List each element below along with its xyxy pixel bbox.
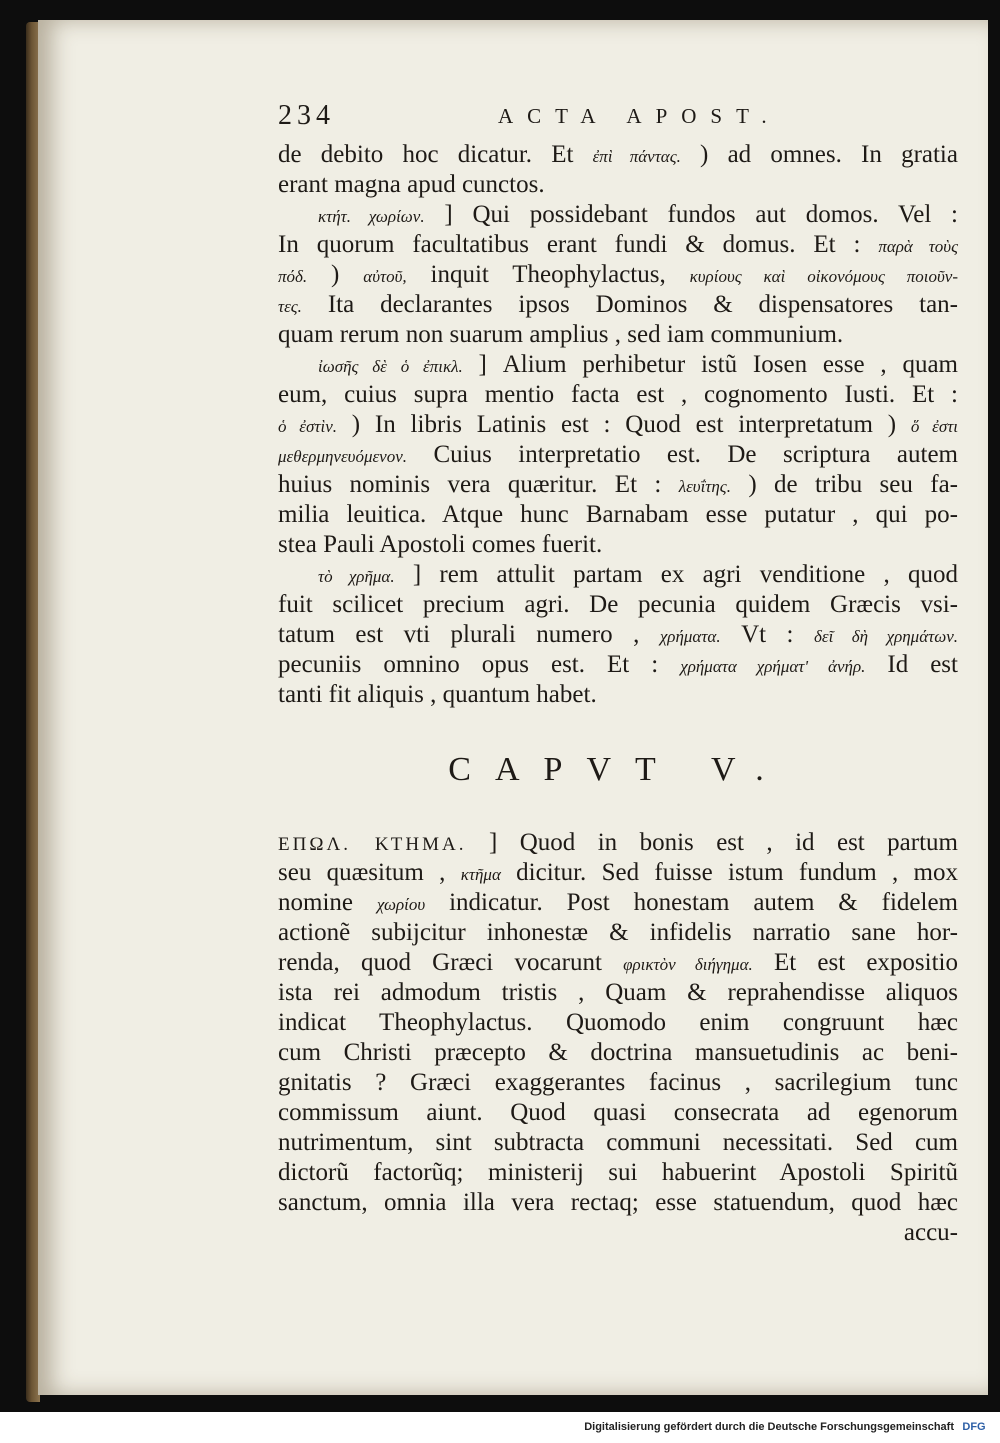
latin-text: ] Qui possidebant fundos aut domos. Vel : (424, 201, 958, 228)
text-line (278, 350, 958, 380)
dfg-logo: DFG (962, 1421, 986, 1433)
text-line (278, 590, 958, 620)
latin-text: Et est expositio (752, 949, 958, 976)
text-line (278, 320, 958, 350)
latin-text: ] rem attulit partam ex agri venditione , quod (394, 561, 958, 588)
page-header (278, 96, 958, 140)
latin-text: stea Pauli Apostoli comes fuerit. (278, 531, 603, 558)
text-line (278, 380, 958, 410)
latin-text: ista rei admodum tristis , Quam & reprahendisse aliquos (278, 979, 958, 1006)
text-line (278, 200, 958, 230)
book-page (38, 20, 988, 1395)
greek-phrase: πόδ. (278, 267, 308, 286)
latin-text: dictorũ factorũq; ministerij sui habuerint Apostoli Spiritũ (278, 1159, 958, 1186)
latin-text: dicitur. Sed fuisse istum fundum , mox (500, 859, 958, 886)
latin-text: de debito hoc dicatur. Et (278, 141, 593, 168)
latin-text: indicat Theophylactus. Quomodo enim congruunt hæc (278, 1009, 958, 1036)
latin-text: inquit Theophylactus, (406, 261, 690, 288)
latin-text: commissum aiunt. Quod quasi consecrata ad egenorum (278, 1099, 958, 1126)
greek-phrase: ἰωσῆς δὲ ὁ ἐπικλ. (318, 357, 463, 376)
latin-text: sanctum, omnia illa vera rectaq; esse statuendum, quod hæc (278, 1189, 958, 1216)
greek-phrase: ΕΠΩΛ. ΚΤΗΜΑ. (278, 834, 467, 855)
page-number: 234 (278, 100, 335, 131)
greek-phrase: αὐτοῦ, (363, 267, 407, 286)
greek-phrase: χρήματα χρήματ' ἀνήρ. (680, 657, 866, 676)
text-line (278, 1038, 958, 1068)
digitization-footer (0, 1412, 1000, 1443)
text-line (278, 500, 958, 530)
latin-text: tanti fit aliquis , quantum habet. (278, 681, 597, 708)
text-line (278, 1098, 958, 1128)
greek-phrase: λευΐτης. (678, 477, 731, 496)
text-line (278, 290, 958, 320)
latin-text: Cuius interpretatio est. De scriptura autem (407, 441, 958, 468)
latin-text: Vt : (720, 621, 814, 648)
footer-credit: Digitalisierung gefördert durch die Deutsche Forschungsgemeinschaft (584, 1421, 954, 1433)
latin-text: pecuniis omnino opus est. Et : (278, 651, 681, 678)
greek-phrase: τὸ χρῆμα. (318, 567, 395, 586)
greek-phrase: παρὰ τοὺς (878, 237, 958, 256)
text-line (278, 620, 958, 650)
latin-text: ) (307, 261, 364, 288)
latin-text: fuit scilicet precium agri. De pecunia quidem Græcis vsi- (278, 591, 958, 618)
text-line (278, 230, 958, 260)
text-line (278, 530, 958, 560)
latin-text: seu quæsitum , (278, 859, 461, 886)
text-line (278, 948, 958, 978)
text-line (278, 1158, 958, 1188)
latin-text: ) de tribu seu fa- (730, 471, 958, 498)
text-line (278, 560, 958, 590)
text-line (278, 888, 958, 918)
running-title: ACTA APOST. (498, 104, 781, 128)
greek-phrase: ἐπὶ πάντας. (592, 147, 681, 166)
greek-phrase: δεῖ δὴ χρημάτων. (813, 627, 958, 646)
greek-phrase: χωρίου (376, 895, 426, 914)
greek-phrase: κτῆμα (460, 865, 501, 884)
greek-phrase: ὅ ἐστι (910, 417, 959, 436)
latin-text: Ita declarantes ipsos Dominos & dispensatores tan- (301, 291, 958, 318)
text-line (278, 170, 958, 200)
latin-text: cum Christi præcepto & doctrina mansuetudinis ac beni- (278, 1039, 958, 1066)
latin-text: quam rerum non suarum amplius , sed iam communium. (278, 321, 844, 348)
latin-text: ) ad omnes. In gratia (680, 141, 958, 168)
text-line (278, 828, 958, 858)
chapter-heading: CAPVT V. (448, 751, 788, 788)
page-text-block (278, 96, 958, 1248)
greek-phrase: κτήτ. χωρίων. (318, 207, 425, 226)
text-line (278, 440, 958, 470)
latin-text: huius nominis vera quæritur. Et : (278, 471, 679, 498)
latin-text: eum, cuius supra mentio facta est , cognomento Iusti. Et : (278, 381, 958, 408)
text-line (278, 918, 958, 948)
greek-phrase: φρικτὸν διήγημα. (623, 955, 753, 974)
latin-text: nomine (278, 889, 377, 916)
text-line (278, 140, 958, 170)
text-line (278, 680, 958, 710)
latin-text: indicatur. Post honestam autem & fidelem (425, 889, 958, 916)
greek-phrase: κυρίους καὶ οἰκονόμους ποιοῦν- (689, 267, 958, 286)
text-line (278, 978, 958, 1008)
text-line (278, 1068, 958, 1098)
greek-phrase: χρήματα. (659, 627, 721, 646)
latin-text: In quorum facultatibus erant fundi & domus. Et : (278, 231, 879, 258)
catchword: accu- (903, 1219, 958, 1246)
text-line (278, 470, 958, 500)
text-line (278, 1008, 958, 1038)
text-line (278, 1188, 958, 1218)
latin-text: milia leuitica. Atque hunc Barnabam esse putatur , qui po- (278, 501, 958, 528)
text-line (278, 858, 958, 888)
text-line (278, 260, 958, 290)
text-section-2 (278, 828, 958, 1218)
latin-text: ] Alium perhibetur istũ Iosen esse , quam (462, 351, 958, 378)
text-line (278, 650, 958, 680)
latin-text: ) In libris Latinis est : Quod est interpretatum ) (337, 411, 911, 438)
text-line (278, 1128, 958, 1158)
latin-text: actionẽ subijcitur inhonestæ & infidelis narratio sane hor- (278, 919, 958, 946)
greek-phrase: ὁ ἐστὶν. (278, 417, 337, 436)
greek-phrase: μεθερμηνευόμενον. (278, 447, 408, 466)
latin-text: tatum est vti plurali numero , (278, 621, 660, 648)
latin-text: erant magna apud cunctos. (278, 171, 545, 198)
text-section-1 (278, 140, 958, 710)
greek-phrase: τες. (278, 297, 302, 316)
latin-text: nutrimentum, sint subtracta communi necessitati. Sed cum (278, 1129, 958, 1156)
latin-text: ] Quod in bonis est , id est partum (466, 829, 958, 856)
latin-text: gnitatis ? Græci exaggerantes facinus , sacrilegium tunc (278, 1069, 958, 1096)
latin-text: renda, quod Græci vocarunt (278, 949, 624, 976)
text-line (278, 410, 958, 440)
latin-text: Id est (865, 651, 958, 678)
